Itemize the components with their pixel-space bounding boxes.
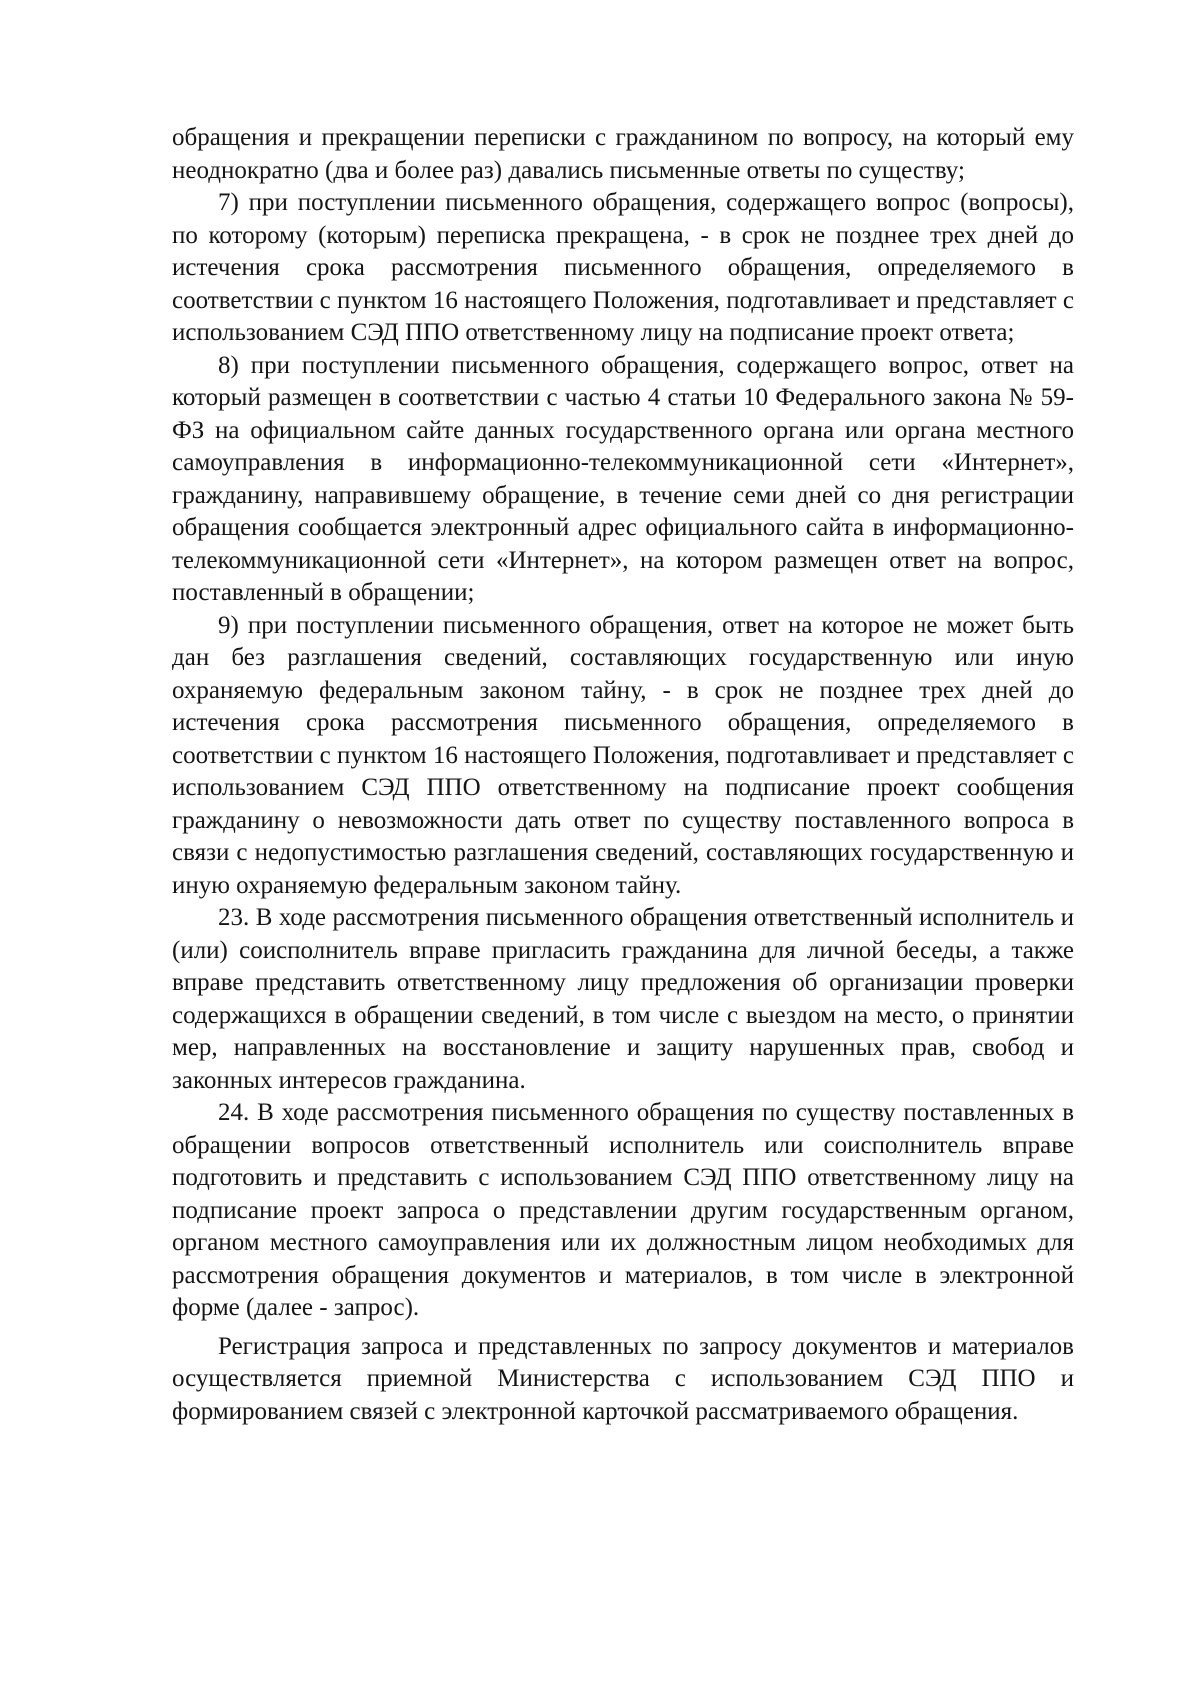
- paragraph-clause-23: 23. В ходе рассмотрения письменного обращения ответственный исполнитель и (или) соисполнитель вправе пригласить гражданина для личной беседы, а также вправе представить ответственному лицу предложения об организации проверки содержащихся в обращении сведений, в том числе с выездом на место, о принятии мер, направленных на восстановление и защиту нарушенных прав, свобод и законных интересов гражданина.: [172, 904, 1074, 1094]
- paragraph-registration: Регистрация запроса и представленных по запросу документов и материалов осуществляется приемной Министерства с использованием СЭД ППО и формированием связей с электронной карточкой рассматриваемого обращения.: [172, 1332, 1074, 1425]
- paragraph-continuation: обращения и прекращении переписки с гражданином по вопросу, на который ему неоднократно (два и более раз) давались письменные ответы по существу;: [172, 124, 1074, 184]
- paragraph-item-9: 9) при поступлении письменного обращения, ответ на которое не может быть дан без разглашения сведений, составляющих государственную или иную охраняемую федеральным законом тайну, - в срок не позднее трех дней до истечения срока рассмотрения письменного обращения, определяемого в соответствии с пунктом 16 настоящего Положения, подготавливает и представляет с использованием СЭД ППО ответственному на подписание проект сообщения гражданину о невозможности дать ответ по существу поставленного вопроса в связи с недопустимостью разглашения сведений, составляющих государственную и иную охраняемую федеральным законом тайну.: [172, 611, 1074, 899]
- paragraph-item-8: 8) при поступлении письменного обращения, содержащего вопрос, ответ на который размещен в соответствии с частью 4 статьи 10 Федерального закона № 59-ФЗ на официальном сайте данных государственного органа или органа местного самоуправления в информационно-телекоммуникационной сети «Интернет», гражданину, направившему обращение, в течение семи дней со дня регистрации обращения сообщается электронный адрес официального сайта в информационно-телекоммуникационной сети «Интернет», на котором размещен ответ на вопрос, поставленный в обращении;: [172, 351, 1074, 606]
- paragraph-clause-24: 24. В ходе рассмотрения письменного обращения по существу поставленных в обращении вопросов ответственный исполнитель или соисполнитель вправе подготовить и представить с использованием СЭД ППО ответственному лицу на подписание проект запроса о представлении другим государственным органом, органом местного самоуправления или их должностным лицом необходимых для рассмотрения обращения документов и материалов, в том числе в электронной форме (далее - запрос).: [172, 1099, 1074, 1321]
- paragraph-item-7: 7) при поступлении письменного обращения, содержащего вопрос (вопросы), по которому (которым) переписка прекращена, - в срок не позднее трех дней до истечения срока рассмотрения письменного обращения, определяемого в соответствии с пунктом 16 настоящего Положения, подготавливает и представляет с использованием СЭД ППО ответственному лицу на подписание проект ответа;: [172, 189, 1074, 346]
- document-body: [172, 122, 1074, 1428]
